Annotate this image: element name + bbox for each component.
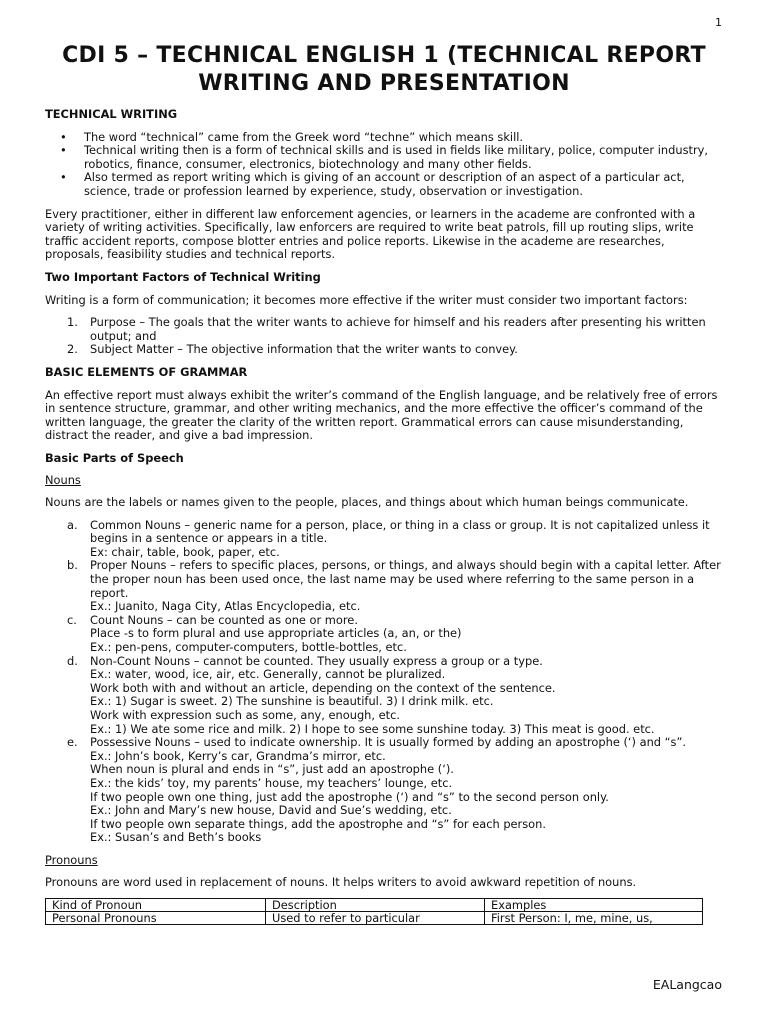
list-marker: b.	[67, 558, 78, 573]
document-title: CDI 5 – TECHNICAL ENGLISH 1 (TECHNICAL REPORT WRITING AND PRESENTATION	[62, 43, 706, 96]
list-marker: c.	[67, 612, 77, 627]
bullet-item: • Technical writing then is a form of technical skills and is used in fields like military, police, computer industry, robotics, finance, consumer, electronics, biotechnology and many other fields.	[45, 144, 723, 171]
heading-pronouns: Pronouns	[45, 852, 98, 867]
table-cell: First Person: I, me, mine, us,	[485, 912, 703, 925]
list-marker: d.	[67, 653, 78, 668]
list-line: Ex.: Juanito, Naga City, Atlas Encyclopedia, etc.	[90, 599, 361, 614]
table-cell: Used to refer to particular	[266, 912, 485, 925]
table-row	[46, 912, 703, 925]
list-line: Ex: chair, table, book, paper, etc.	[90, 544, 280, 559]
list-line: Ex.: pen-pens, computer-computers, bottle-bottles, etc.	[90, 640, 407, 654]
list-line: Ex.: John’s book, Kerry’s car, Grandma’s mirror, etc.	[90, 748, 386, 763]
list-item-text: Subject Matter – The objective information that the writer wants to convey.	[90, 342, 518, 357]
list-line: Non-Count Nouns – cannot be counted. They usually express a group or a type.	[90, 653, 543, 668]
list-line: If two people own one thing, just add the apostrophe (‘) and “s” to the second person only.	[90, 789, 609, 804]
technical-writing-bullets	[45, 131, 723, 199]
pronoun-table	[45, 898, 703, 925]
list-line: Ex.: Susan’s and Beth’s books	[90, 830, 262, 845]
table-header-cell: Description	[266, 899, 485, 912]
table-cell: Personal Pronouns	[46, 912, 266, 925]
list-line: Ex.: water, wood, ice, air, etc. Generally, cannot be pluralized.	[90, 667, 446, 682]
heading-two-factors: Two Important Factors of Technical Writing	[45, 269, 321, 284]
list-line: Ex.: 1) We ate some rice and milk. 2) I hope to see some sunshine today. 3) This meat is good. etc.	[90, 721, 655, 736]
factors-list	[45, 316, 723, 357]
list-item	[45, 559, 723, 613]
footer-author: EALangcao	[652, 977, 722, 992]
paragraph-effective-report: An effective report must always exhibit the writer’s command of the English language, and be relatively free of errors in sentence structure, grammar, and other writing mechanics, and the more effective the officer’s command of the written language, the greater the clarity of the written report. Grammatical errors can cause misunderstanding, distract the reader, and give a bad impression.	[45, 387, 718, 443]
list-item	[45, 655, 723, 737]
list-item	[45, 343, 723, 357]
list-line: Work with expression such as some, any, enough, etc.	[90, 707, 400, 722]
list-line: Proper Nouns – refers to specific places, persons, or things, and always should begin with a capital letter. After the proper noun has been used once, the last name may be used where referring to the same person in a report.	[90, 558, 721, 600]
list-line: If two people own separate things, add the apostrophe and “s” for each person.	[90, 816, 546, 831]
paragraph-writing-communication: Writing is a form of communication; it becomes more effective if the writer must consider two important factors:	[45, 292, 688, 307]
table-header-cell: Kind of Pronoun	[46, 899, 266, 912]
paragraph-practitioner: Every practitioner, either in different law enforcement agencies, or learners in the academe are confronted with a variety of writing activities. Specifically, law enforcers are required to write beat patrols, fill up routing slips, write traffic accident reports, compose blotter entries and police reports. Likewise in the academe are researches, proposals, feasibility studies and technical reports.	[45, 206, 696, 262]
list-line: Ex.: John and Mary’s new house, David and Sue’s wedding, etc.	[90, 803, 452, 818]
list-line: Possessive Nouns – used to indicate ownership. It is usually formed by adding an apostrophe (‘) and “s”.	[90, 735, 686, 750]
list-line: When noun is plural and ends in “s”, just add an apostrophe (‘).	[90, 762, 454, 777]
list-line: Place -s to form plural and use appropriate articles (a, an, or the)	[90, 626, 462, 641]
paragraph-nouns: Nouns are the labels or names given to the people, places, and things about which human beings communicate.	[45, 495, 689, 510]
list-marker: 1.	[67, 315, 78, 330]
heading-grammar: BASIC ELEMENTS OF GRAMMAR	[45, 364, 248, 379]
heading-parts-of-speech: Basic Parts of Speech	[45, 450, 184, 465]
list-item	[45, 519, 723, 560]
list-marker: a.	[67, 517, 78, 532]
table-header-cell: Examples	[485, 899, 703, 912]
list-item-text: Purpose – The goals that the writer wants to achieve for himself and his readers after presenting his written output; and	[90, 315, 706, 343]
list-line: Common Nouns – generic name for a person, place, or thing in a class or group. It is not capitalized unless it begins in a sentence or appears in a title.	[90, 517, 710, 546]
list-line: Count Nouns – can be counted as one or more.	[90, 612, 358, 627]
list-item	[45, 736, 723, 845]
list-marker: e.	[67, 735, 78, 750]
paragraph-pronouns: Pronouns are word used in replacement of nouns. It helps writers to avoid awkward repetition of nouns.	[45, 874, 637, 889]
list-line: Ex.: the kids’ toy, my parents’ house, my teachers’ lounge, etc.	[90, 775, 453, 790]
heading-nouns: Nouns	[45, 473, 81, 488]
bullet-item: • The word “technical” came from the Greek word “techne” which means skill.	[45, 131, 723, 145]
list-line: Ex.: 1) Sugar is sweet. 2) The sunshine is beautiful. 3) I drink milk. etc.	[90, 694, 494, 709]
bullet-item: • Also termed as report writing which is giving of an account or description of an aspect of a particular act, science, trade or profession learned by experience, study, observation or investigation.	[45, 171, 723, 198]
list-line: Work both with and without an article, depending on the context of the sentence.	[90, 680, 556, 695]
list-item	[45, 316, 723, 343]
table-header-row	[46, 899, 703, 912]
heading-technical-writing: TECHNICAL WRITING	[45, 107, 178, 121]
document-body	[45, 42, 723, 925]
noun-types-list	[45, 519, 723, 845]
list-marker: 2.	[67, 342, 78, 357]
page-number: 1	[715, 16, 722, 29]
list-item	[45, 614, 723, 655]
